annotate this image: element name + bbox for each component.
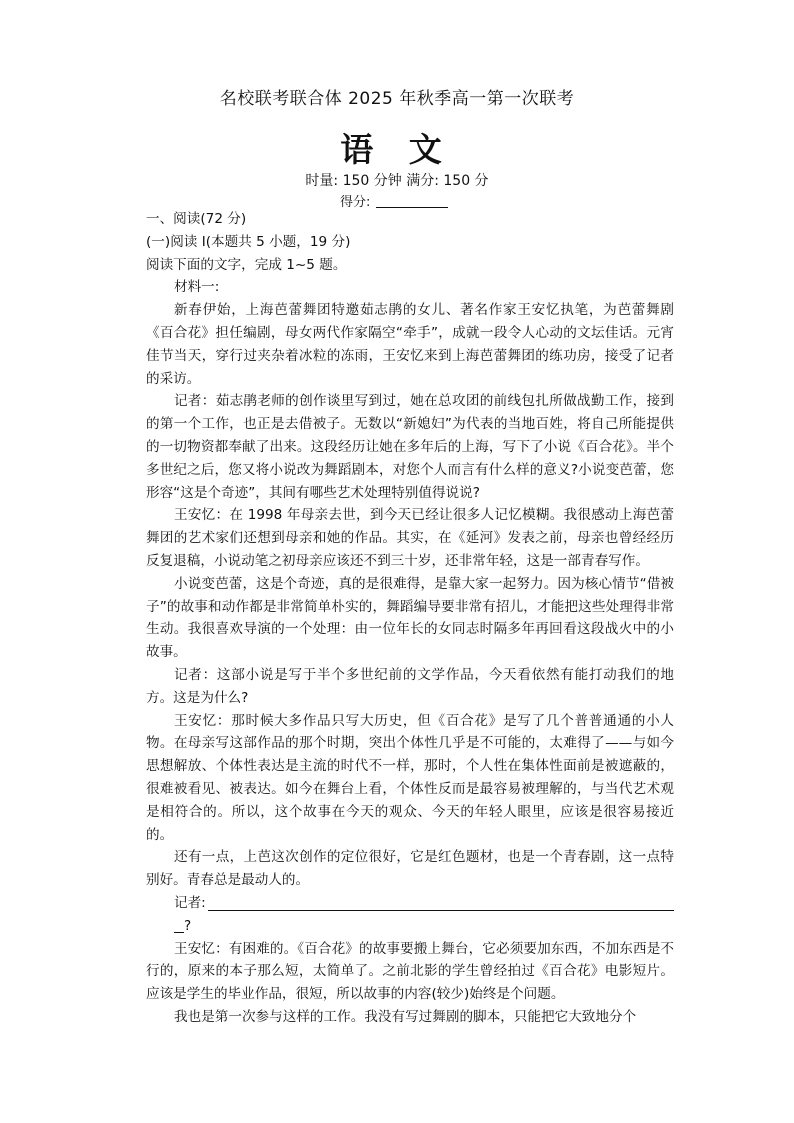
- score-blank: [376, 195, 448, 208]
- question-end: [146, 915, 674, 938]
- paragraph: 还有一点，上芭这次创作的定位很好，它是红色题材，也是一个青春剧，这一点特别好。青春总是最动人的。: [146, 849, 674, 889]
- paragraph: 记者：这部小说是写于半个多世纪前的文学作品，今天看依然有能打动我们的地方。这是为什么?: [146, 666, 674, 706]
- reporter-label: 记者:: [174, 894, 206, 911]
- exam-title: 名校联考联合体 2025 年秋季高一第一次联考: [219, 89, 575, 109]
- paragraph: 新春伊始，上海芭蕾舞团特邀茹志鹃的女儿、著名作家王安忆执笔，为芭蕾舞剧《百合花》担任编剧，母女两代作家隔空“牵手”，成就一段令人心动的文坛佳话。元宵佳节当天，穿行过夹杂着冰粒的冻雨，王安忆来到上海芭蕾舞团的练功房，接受了记者的采访。: [146, 302, 674, 387]
- subject-title: 语 文: [340, 130, 454, 169]
- instruction-text: 阅读下面的文字，完成 1~5 题。: [146, 256, 347, 273]
- paragraph: 我也是第一次参与这样的工作。我没有写过舞剧的脚本，只能把它大致地分个: [174, 1008, 637, 1025]
- paragraph: 记者：茹志鹃老师的创作谈里写到过，她在总攻团的前线包扎所做战勤工作，接到的第一个工作，也正是去借被子。无数以“新媳妇”为代表的当地百姓，将自己所能提供的一切物资都奉献了出来。这段经历让她在多年后的上海，写下了小说《百合花》。半个多世纪之后，您又将小说改为舞蹈剧本，对您个人而言有什么样的意义?小说变芭蕾，您形容“这是个奇迹”，其间有哪些艺术处理特别值得说说?: [146, 393, 674, 501]
- paragraph: 小说变芭蕾，这是个奇迹，真的是很难得，是靠大家一起努力。因为核心情节“借被子”的故事和动作都是非常简单朴实的，舞蹈编导要非常有招儿，才能把这些处理得非常生动。我很喜欢导演的一个处理：由一位年长的女同志时隔多年再回看这段战火中的小故事。: [146, 575, 674, 661]
- time-score-line: 时量: 150 分钟 满分: 150 分: [305, 173, 489, 189]
- answer-blank-line: [208, 896, 674, 911]
- section-heading: 一、阅读(72 分): [146, 211, 247, 227]
- score-label: 得分:: [340, 195, 371, 210]
- material-label: 材料一:: [174, 279, 220, 296]
- question-mark: ?: [184, 917, 192, 934]
- answer-blank-tail: [174, 918, 184, 933]
- reporter-question-blank: [146, 892, 674, 915]
- paragraph: 王安忆：在 1998 年母亲去世，到今天已经让很多人记忆模糊。我很感动上海芭蕾舞团的艺术家们还想到母亲和她的作品。其实，在《延河》发表之前，母亲也曾经经历反复退稿，小说动笔之初母亲应该还不到三十岁，还非常年轻，这是一部青春写作。: [146, 507, 674, 569]
- paragraph: 王安忆：那时候大多作品只写大历史，但《百合花》是写了几个普普通通的小人物。在母亲写这部作品的那个时期，突出个体性几乎是不可能的，太难得了——与如今思想解放、个体性表达是主流的时代不一样，那时，个人性在集体性面前是被遮蔽的，很难被看见、被表达。如今在舞台上看，个体性反而是最容易被理解的，与当代艺术观是相符合的。所以，这个故事在今天的观众、今天的年轻人眼里，应该是很容易接近的。: [146, 712, 674, 843]
- subsection-heading: (一)阅读 I(本题共 5 小题，19 分): [146, 233, 351, 250]
- paragraph: 王安忆：有困难的。《百合花》的故事要搬上舞台，它必须要加东西，不加东西是不行的，原来的本子那么短，太简单了。之前北影的学生曾经拍过《百合花》电影短片。应该是学生的毕业作品，很短，所以故事的内容(较少)始终是个问题。: [146, 940, 674, 1003]
- reading-body: [146, 208, 674, 1029]
